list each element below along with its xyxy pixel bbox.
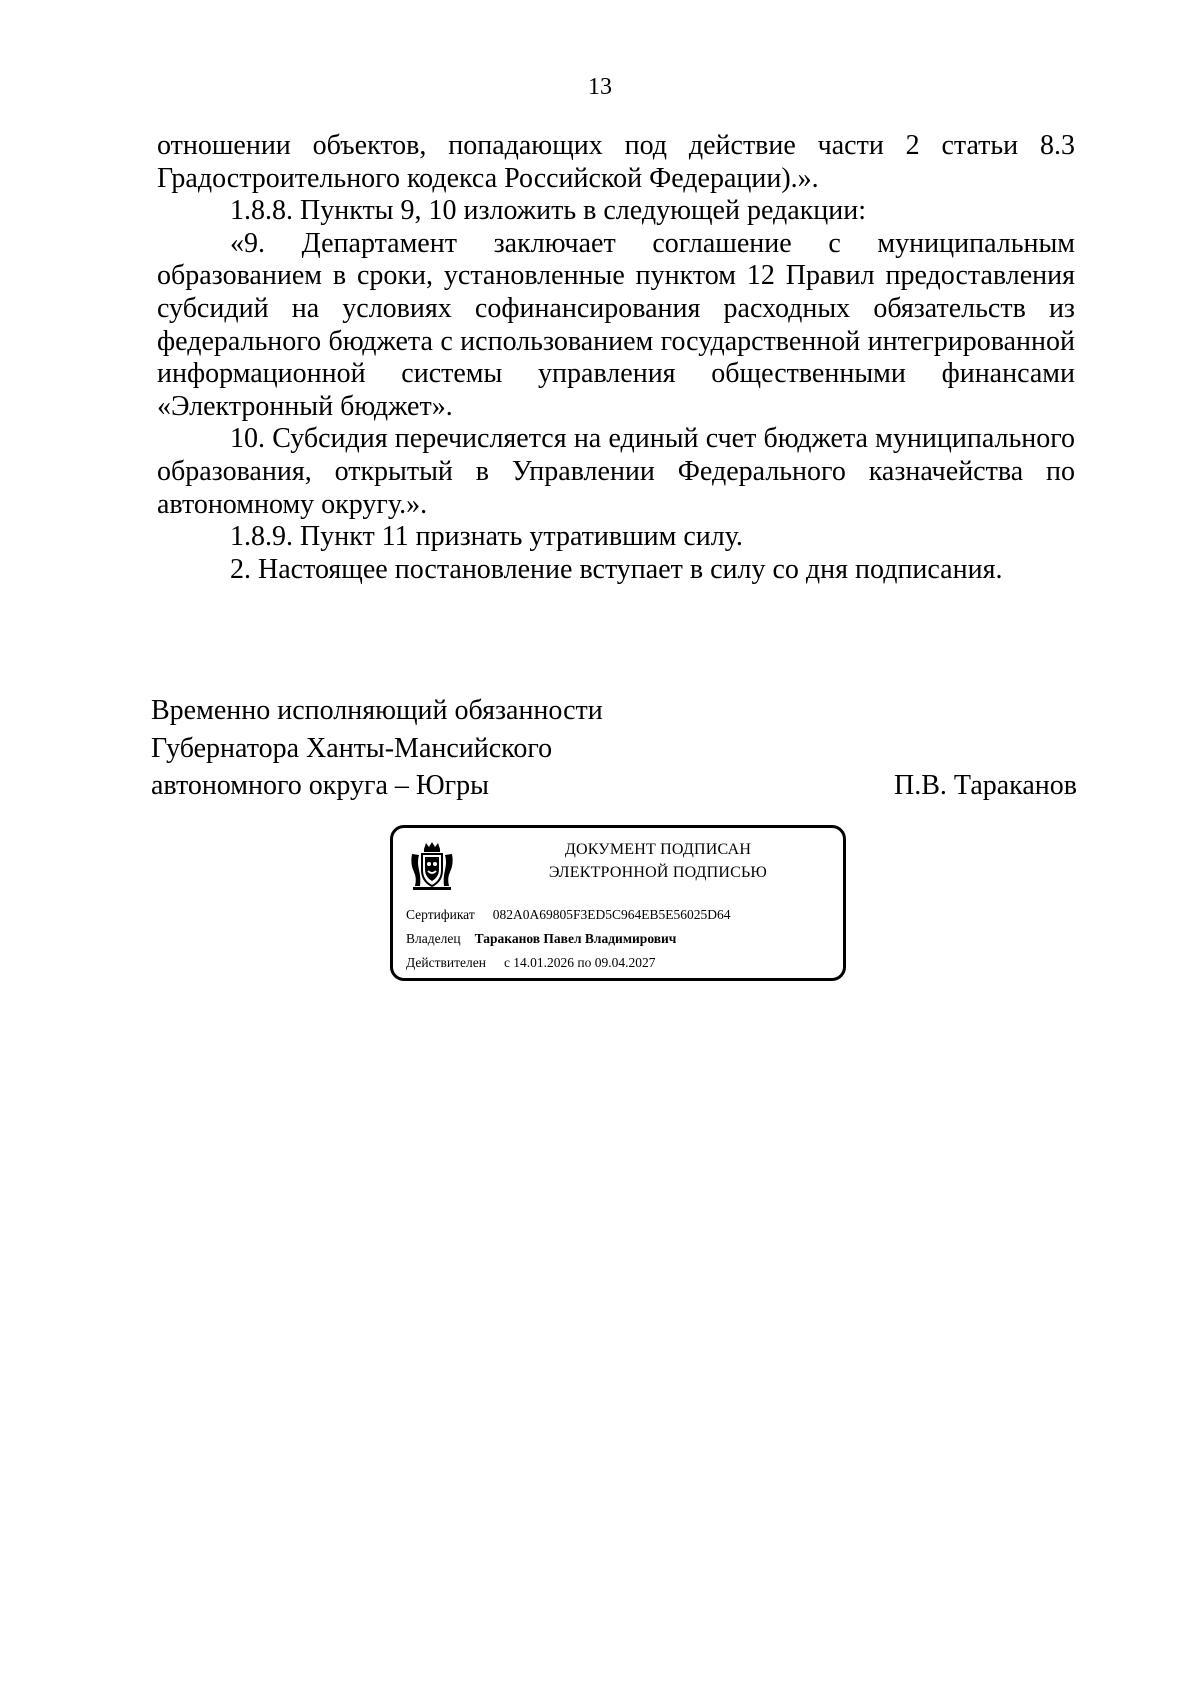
signature-position-text-1: Временно исполняющий обязанности: [151, 695, 603, 726]
paragraph-continuation: отношении объектов, попадающих под действие части 2 статьи 8.3 Градостроительного кодекса Российской Федерации).».: [157, 130, 1075, 194]
paragraph-item-1-8-8: 1.8.8. Пункты 9, 10 изложить в следующей редакции:: [230, 195, 867, 227]
owner-label: Владелец: [406, 931, 461, 946]
paragraph-item-1-8-9: 1.8.9. Пункт 11 признать утратившим силу.: [230, 521, 743, 553]
signature-position-line-3: [151, 767, 1077, 805]
certificate-label: Сертификат: [406, 907, 475, 922]
certificate-value: 082A0A69805F3ED5C964EB5E56025D64: [492, 907, 731, 922]
signature-position-line-1: [151, 692, 1077, 730]
paragraph-item-10: 10. Субсидия перечисляется на единый счет бюджета муниципального образования, открытый в Управлении Федерального казначейства по автономному округу.».: [157, 423, 1075, 520]
electronic-signature-stamp: [390, 825, 846, 981]
stamp-validity-row: [406, 954, 656, 972]
stamp-title-line-1: ДОКУМЕНТ ПОДПИСАН: [564, 841, 752, 858]
paragraph-item-2: 2. Настоящее постановление вступает в силу со дня подписания.: [230, 553, 1003, 585]
signature-position-text-2: Губернатора Ханты-Мансийского: [151, 732, 553, 764]
signatory-name: П.В. Тараканов: [894, 770, 1077, 801]
signature-position-line-2: [151, 730, 1077, 768]
page-number: 13: [588, 74, 612, 100]
signature-block: [151, 692, 1077, 805]
valid-label: Действителен: [406, 955, 486, 970]
coat-of-arms-icon: [409, 840, 455, 892]
stamp-certificate-row: [406, 906, 731, 924]
valid-value: с 14.01.2026 по 09.04.2027: [503, 955, 656, 970]
owner-value: Тараканов Павел Владимирович: [474, 931, 677, 946]
document-body: [157, 130, 1075, 586]
paragraph-item-9: «9. Департамент заключает соглашение с муниципальным образованием в сроки, установленные пунктом 12 Правил предоставления субсидий на условиях софинансирования расходных обязательств из федерального бюджета с использованием государственной интегрированной информационной системы управления общественными финансами «Электронный бюджет».: [157, 227, 1075, 422]
stamp-owner-row: [406, 930, 676, 948]
signature-position-text-3: автономного округа – Югры: [151, 770, 489, 801]
stamp-title-line-2: ЭЛЕКТРОННОЙ ПОДПИСЬЮ: [548, 864, 768, 881]
stamp-title: [513, 838, 803, 884]
